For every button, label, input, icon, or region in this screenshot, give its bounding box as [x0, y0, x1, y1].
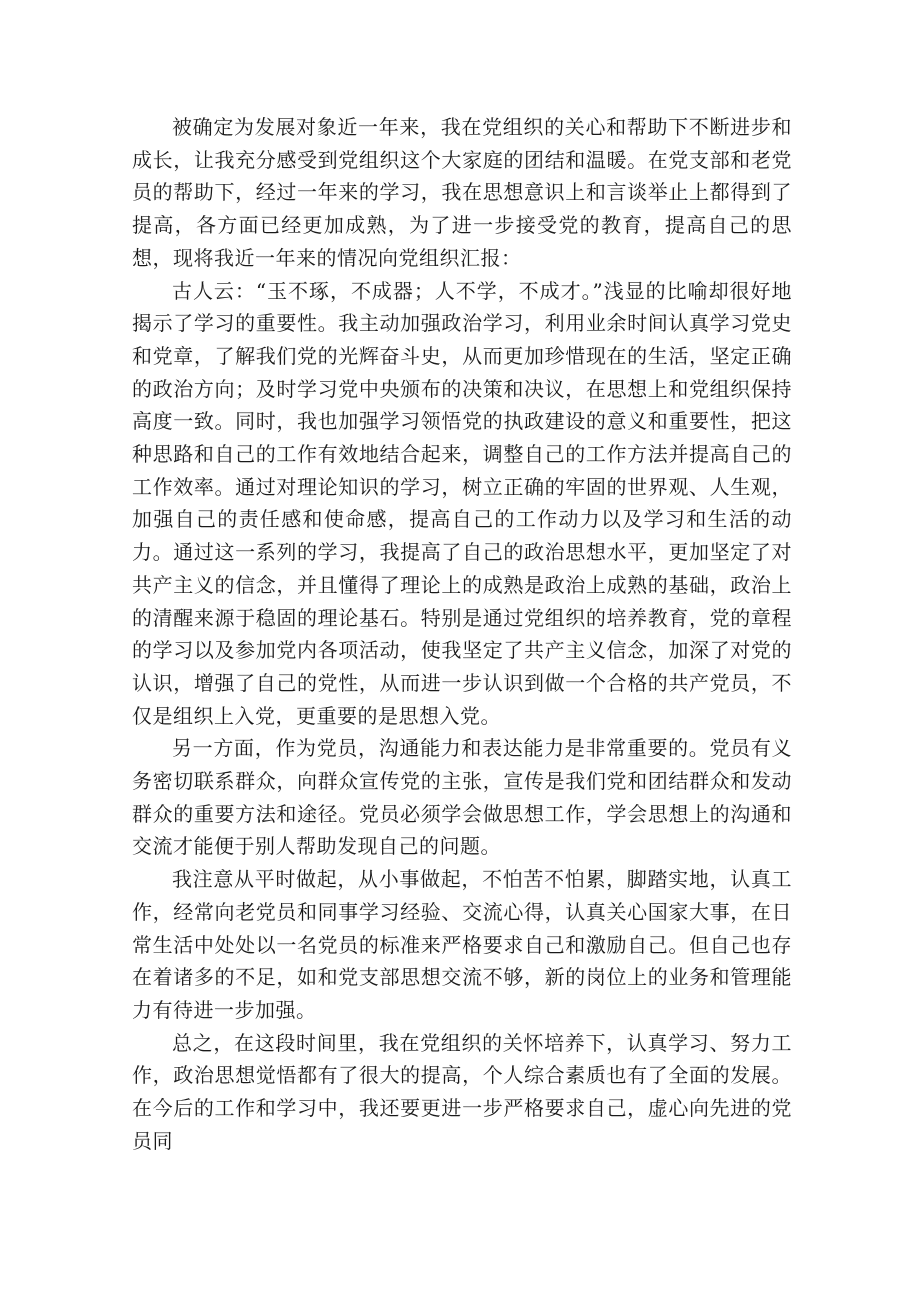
paragraph-practice: 我注意从平时做起，从小事做起，不怕苦不怕累，脚踏实地，认真工作，经常向老党员和同事学习经验、交流心得，认真关心国家大事，在日常生活中处处以一名党员的标准来严格要求自己和激励自己。但自己也存在着诸多的不足，如和党支部思想交流不够，新的岗位上的业务和管理能力有待进一步加强。 [132, 867, 792, 1022]
paragraph-communication: 另一方面，作为党员，沟通能力和表达能力是非常重要的。党员有义务密切联系群众，向群众宣传党的主张，宣传是我们党和团结群众和发动群众的重要方法和途径。党员必须学会做思想工作，学会思想上的沟通和交流才能便于别人帮助发现自己的问题。 [132, 736, 792, 859]
paragraph-intro: 被确定为发展对象近一年来，我在党组织的关心和帮助下不断进步和成长，让我充分感受到党组织这个大家庭的团结和温暖。在党支部和老党员的帮助下，经过一年来的学习，我在思想意识上和言谈举止上都得到了提高，各方面已经更加成熟，为了进一步接受党的教育，提高自己的思想，现将我近一年来的情况向党组织汇报： [132, 115, 792, 270]
paragraph-summary: 总之，在这段时间里，我在党组织的关怀培养下，认真学习、努力工作，政治思想觉悟都有了很大的提高，个人综合素质也有了全面的发展。在今后的工作和学习中，我还要更进一步严格要求自己，虚心向先进的党员同 [132, 1030, 792, 1153]
paragraph-study: 古人云：“玉不琢，不成器；人不学，不成才。”浅显的比喻却很好地揭示了学习的重要性。我主动加强政治学习，利用业余时间认真学习党史和党章，了解我们党的光辉奋斗史，从而更加珍惜现在的生活，坚定正确的政治方向；及时学习党中央颁布的决策和决议，在思想上和党组织保持高度一致。同时，我也加强学习领悟党的执政建设的意义和重要性，把这种思路和自己的工作有效地结合起来，调整自己的工作方法并提高自己的工作效率。通过对理论知识的学习，树立正确的牢固的世界观、人生观，加强自己的责任感和使命感，提高自己的工作动力以及学习和生活的动力。通过这一系列的学习，我提高了自己的政治思想水平，更加坚定了对共产主义的信念，并且懂得了理论上的成熟是政治上成熟的基础，政治上的清醒来源于稳固的理论基石。特别是通过党组织的培养教育，党的章程的学习以及参加党内各项活动，使我坚定了共产主义信念，加深了对党的认识，增强了自己的党性，从而进一步认识到做一个合格的共产党员，不仅是组织上入党，更重要的是思想入党。 [132, 278, 792, 728]
document-body [132, 111, 792, 1158]
